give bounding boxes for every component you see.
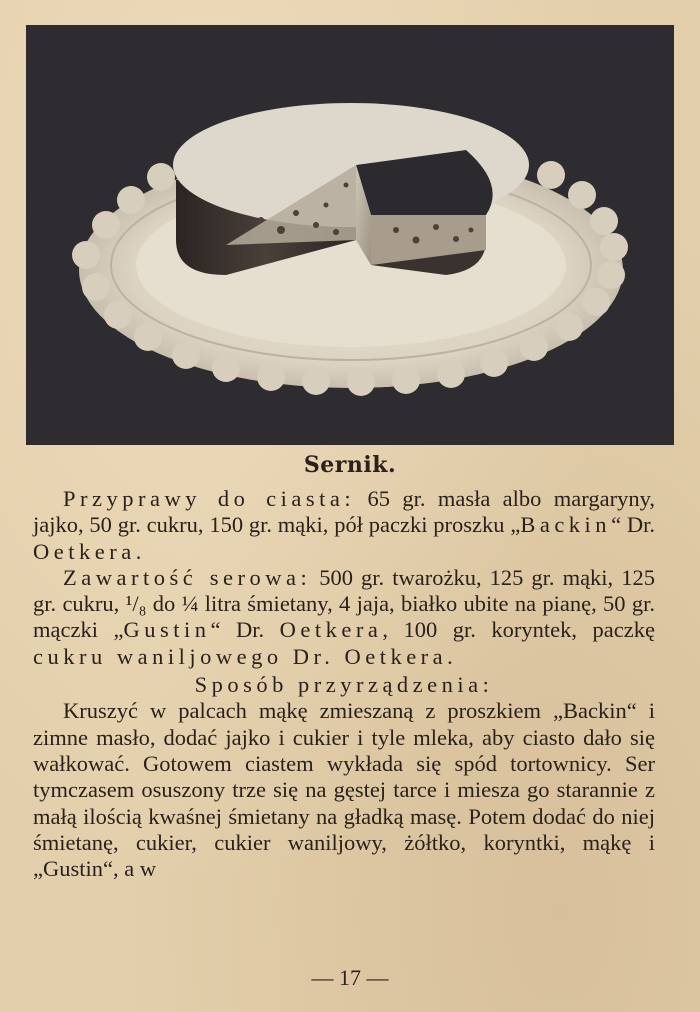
dough-text: 65 gr. masła albo margaryny, jajko, 50 gr. cukru, 150 gr. mąki, pół paczki proszku „ (33, 486, 655, 538)
cheese-brand: Gustin (123, 617, 211, 643)
dough-brand-2: Oetkera (33, 538, 136, 564)
dough-brand: Backin (520, 512, 612, 538)
cheese-brand-3: cukru waniljowego Dr. Oetkera (33, 643, 448, 669)
dough-tail-2: . (135, 538, 142, 564)
cheese-label: Zawartość serowa: (63, 564, 312, 590)
cheesecake-photo (26, 25, 674, 445)
cheese-ingredients (33, 565, 655, 670)
cheese-text-2: “ Dr. (210, 617, 280, 643)
cheese-text-4: . (447, 643, 453, 669)
cheese-text-3: , 100 gr. koryntek, paczkę (382, 617, 655, 643)
dough-ingredients (33, 486, 655, 565)
recipe-body (33, 486, 655, 882)
dough-tail-1: “ Dr. (611, 512, 655, 538)
method-heading: Sposób przyrządzenia: (194, 672, 494, 698)
cheese-brand-2: Oetkera (279, 617, 383, 643)
dough-label: Przyprawy do ciasta: (63, 486, 356, 511)
cheese-text-1: 500 gr. twarożku, 125 gr. mąki, 125 gr. cukru, ¹/₈ do ¼ litra śmietany, 4 jaja, białko ubite na pianę, 50 gr. mączki „ (33, 564, 655, 643)
cheesecake-illustration (26, 25, 674, 445)
recipe-title: Sernik. (303, 452, 397, 478)
method-text: Kruszyć w palcach mąkę zmieszaną z proszkiem „Backin“ i zimne masło, dodać jajko i cukier i tyle mleka, aby ciasto dało się wałkować. Gotowem ciastem wykłada się spód tortownicy. Ser tymczasem osuszony trze się na gęstej tarce i miesza go starannie z małą ilością kwaśnej śmietany na gładką masę. Potem dodać do niej śmietanę, cukier, cukier waniljowy, żółtko, koryntki, mąkę i „Gustin“, a w (33, 698, 655, 882)
page-number: — 17 — (311, 965, 389, 990)
